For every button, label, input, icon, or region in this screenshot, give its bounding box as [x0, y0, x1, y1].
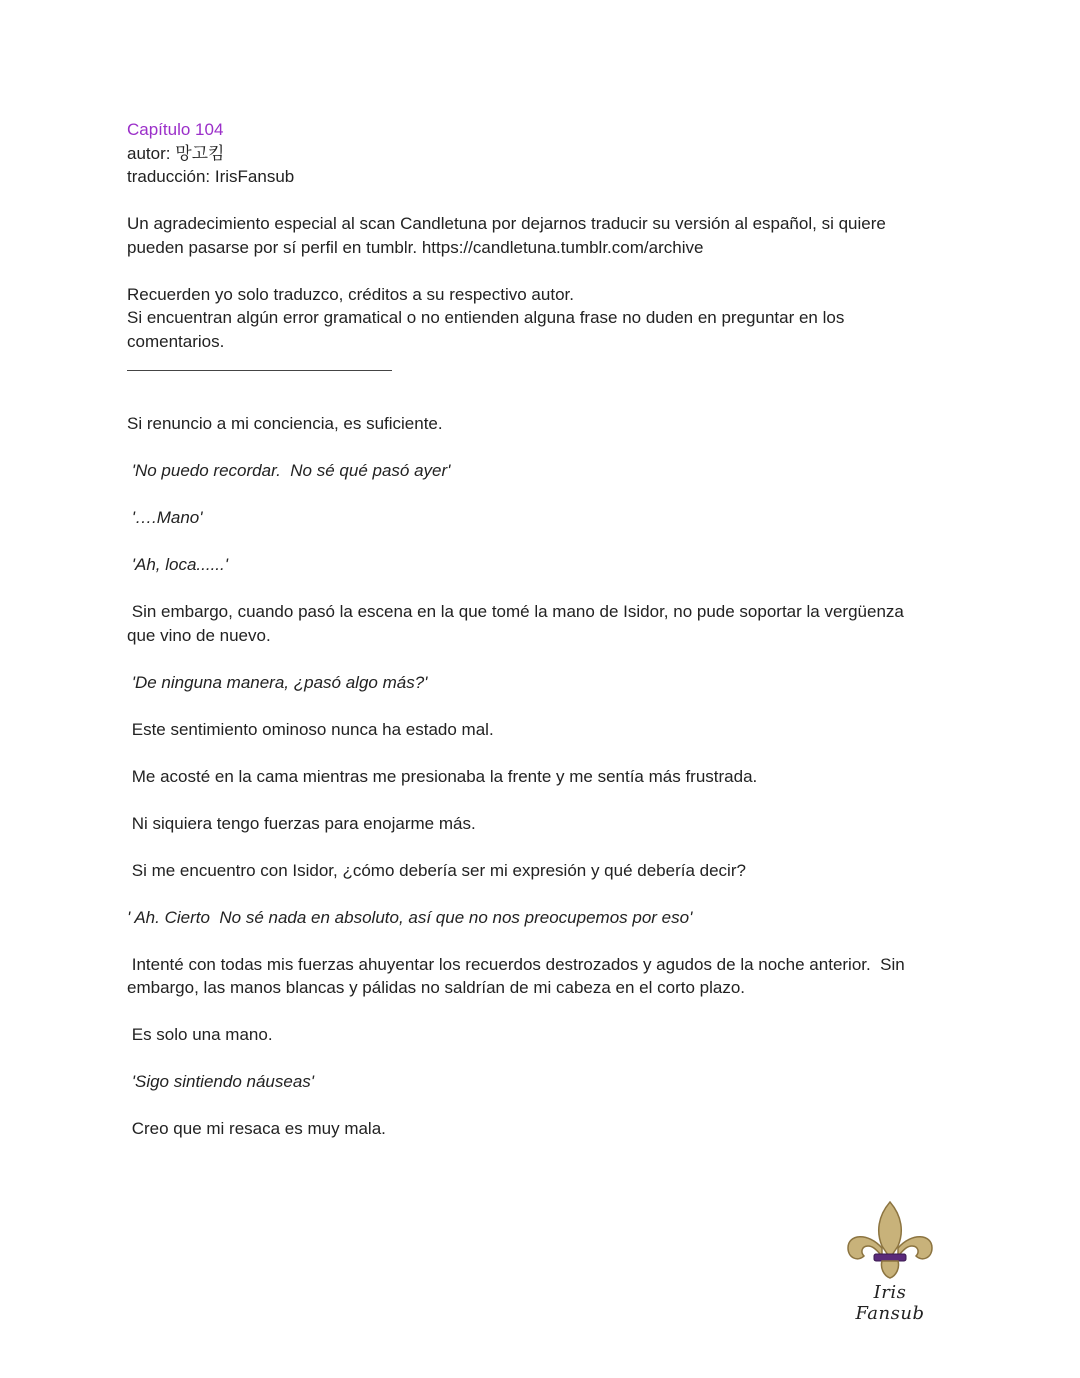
paragraph-line: Intenté con todas mis fuerzas ahuyentar los recuerdos destrozados y agudos de la noche anterior. Sin: [127, 954, 905, 974]
paragraph-thought: 'Ah, loca......': [127, 555, 228, 574]
fleur-de-lis-icon: [838, 1198, 942, 1282]
paragraph: [127, 953, 947, 1000]
paragraph-line: que vino de nuevo.: [127, 625, 271, 645]
paragraph: Creo que mi resaca es muy mala.: [127, 1119, 386, 1138]
paragraph-line: embargo, las manos blancas y pálidas no saldrían de mi cabeza en el corto plazo.: [127, 978, 746, 997]
paragraph: Si me encuentro con Isidor, ¿cómo debería ser mi expresión y qué debería decir?: [127, 860, 746, 880]
document-page: [127, 118, 947, 1164]
translation-line: traducción: IrisFansub: [127, 167, 295, 186]
note-line-1: Recuerden yo solo traduzco, créditos a su respectivo autor.: [127, 284, 574, 304]
paragraph: Si renuncio a mi conciencia, es suficiente.: [127, 414, 443, 433]
paragraph-thought: 'Sigo sintiendo náuseas': [127, 1072, 315, 1091]
paragraph: [127, 600, 947, 647]
spacer: [127, 189, 947, 213]
paragraph-thought: ' Ah. Cierto No sé nada en absoluto, así que no nos preocupemos por eso': [127, 907, 693, 927]
paragraph: Ni siquiera tengo fuerzas para enojarme más.: [127, 813, 476, 833]
paragraph-thought: 'De ninguna manera, ¿pasó algo más?': [127, 672, 428, 692]
paragraph-thought: '….Mano': [127, 508, 203, 527]
chapter-title: Capítulo 104: [127, 120, 224, 139]
logo-text: Iris Fansub: [855, 1282, 925, 1324]
spacer: [127, 372, 947, 412]
paragraph: Es solo una mano.: [127, 1025, 273, 1044]
paragraph: Me acosté en la cama mientras me presionaba la frente y me sentía más frustrada.: [127, 766, 758, 786]
thanks-line-1: Un agradecimiento especial al scan Candletuna por dejarnos traducir su versión al español, si quiere: [127, 214, 886, 233]
spacer: [127, 259, 947, 283]
note-line-2: Si encuentran algún error gramatical o no entienden alguna frase no duden en preguntar en los: [127, 308, 845, 327]
thanks-line-2: pueden pasarse por sí perfil en tumblr. https://candletuna.tumblr.com/archive: [127, 237, 704, 257]
divider-rule: [127, 353, 392, 371]
paragraph: Este sentimiento ominoso nunca ha estado mal.: [127, 719, 494, 739]
iris-fansub-logo: [838, 1198, 942, 1324]
note-line-3: comentarios.: [127, 331, 225, 351]
paragraph-thought: 'No puedo recordar. No sé qué pasó ayer': [127, 461, 451, 480]
author-line: autor: 망고킴: [127, 143, 225, 163]
paragraph-line: Sin embargo, cuando pasó la escena en la que tomé la mano de Isidor, no pude soportar la vergüenza: [127, 602, 904, 621]
